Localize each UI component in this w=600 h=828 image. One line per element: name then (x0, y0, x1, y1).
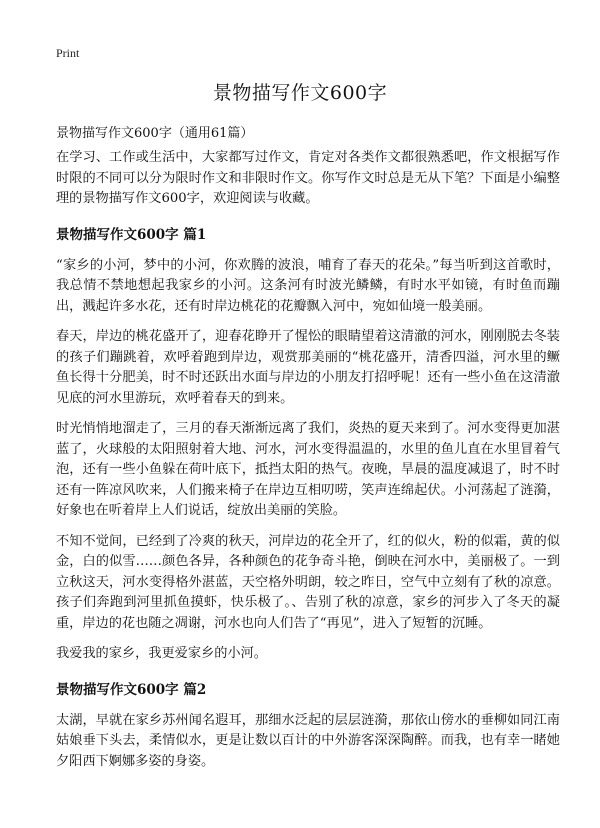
section-2-paragraph-1: 太湖，早就在家乡苏州闻名遐耳，那细水泛起的层层涟漪，那依山傍水的垂柳如同江南姑娘垂下头去，柔情似水，更是让数以百计的中外游客深深陶醉。而我，也有幸一睹她夕阳西下婀娜多姿的身姿。 (56, 712, 560, 769)
section-1-paragraph-4: 不知不觉间，已经到了冷爽的秋天，河岸边的花全开了，红的似火，粉的似霜，黄的似金，白的似雪……颜色各异，各种颜色的花争奇斗艳，倒映在河水中，美丽极了。一到立秋这天，河水变得格外湛蓝，天空格外明朗，较之昨日，空气中立刻有了秋的凉意。孩子们奔跑到河里抓鱼摸虾，快乐极了。、告别了秋的凉意，家乡的河步入了冬天的凝重，岸边的花也随之凋谢，河水也向人们告了“再见”，进入了短暂的沉睡。 (56, 533, 560, 631)
section-heading-1: 景物描写作文600字 篇1 (56, 226, 207, 243)
intro-paragraph: 在学习、工作或生活中，大家都写过作文，肯定对各类作文都很熟悉吧，作文根据写作时限的不同可以分为限时作文和非限时作文。你写作文时总是无从下笔？下面是小编整理的景物描写作文600字，欢迎阅读与收藏。 (56, 150, 560, 206)
section-1-paragraph-1: “家乡的小河，梦中的小河，你欢腾的波浪，哺育了春天的花朵。”每当听到这首歌时，我总情不禁地想起我家乡的小河。这条河有时波光鳞鳞，有时水平如镜，有时鱼而蹦出，溅起许多水花，还有时岸边桃花的花瓣飘入河中，宛如仙境一般美丽。 (56, 257, 560, 314)
section-1-paragraph-2: 春天，岸边的桃花盛开了，迎春花睁开了惺忪的眼睛望着这清澈的河水，刚刚脱去冬装的孩子们蹦跳着，欢呼着跑到岸边，观赏那美丽的“桃花盛开，清香四溢，河水里的鳜鱼长得十分肥美，时不时还跃出水面与岸边的小朋友打招呼呢！还有一些小鱼在这清澈见底的河水里游玩，欢呼着春天的到来。 (56, 329, 560, 406)
section-heading-2: 景物描写作文600字 篇2 (56, 681, 207, 698)
page-title: 景物描写作文600字 (212, 82, 388, 104)
page-subtitle: 景物描写作文600字（通用61篇） (56, 126, 254, 141)
article-body (56, 148, 560, 782)
section-1-paragraph-3: 时光悄悄地溜走了，三月的春天渐渐远离了我们，炎热的夏天来到了。河水变得更加湛蓝了，火球般的太阳照射着大地、河水，河水变得温温的，水里的鱼儿直在水里冒着气泡，还有一些小鱼躲在荷叶底下，抵挡太阳的热气。夜晚，旱晨的温度减退了，时不时还有一阵凉风吹来，人们搬来椅子在岸边互相叨唠，笑声连绵起伏。小河荡起了涟漪，好象也在听着岸上人们说话，绽放出美丽的笑脸。 (56, 421, 560, 518)
print-link[interactable]: Print (56, 46, 80, 60)
section-1-paragraph-5: 我爱我的家乡，我更爱家乡的小河。 (56, 646, 267, 661)
